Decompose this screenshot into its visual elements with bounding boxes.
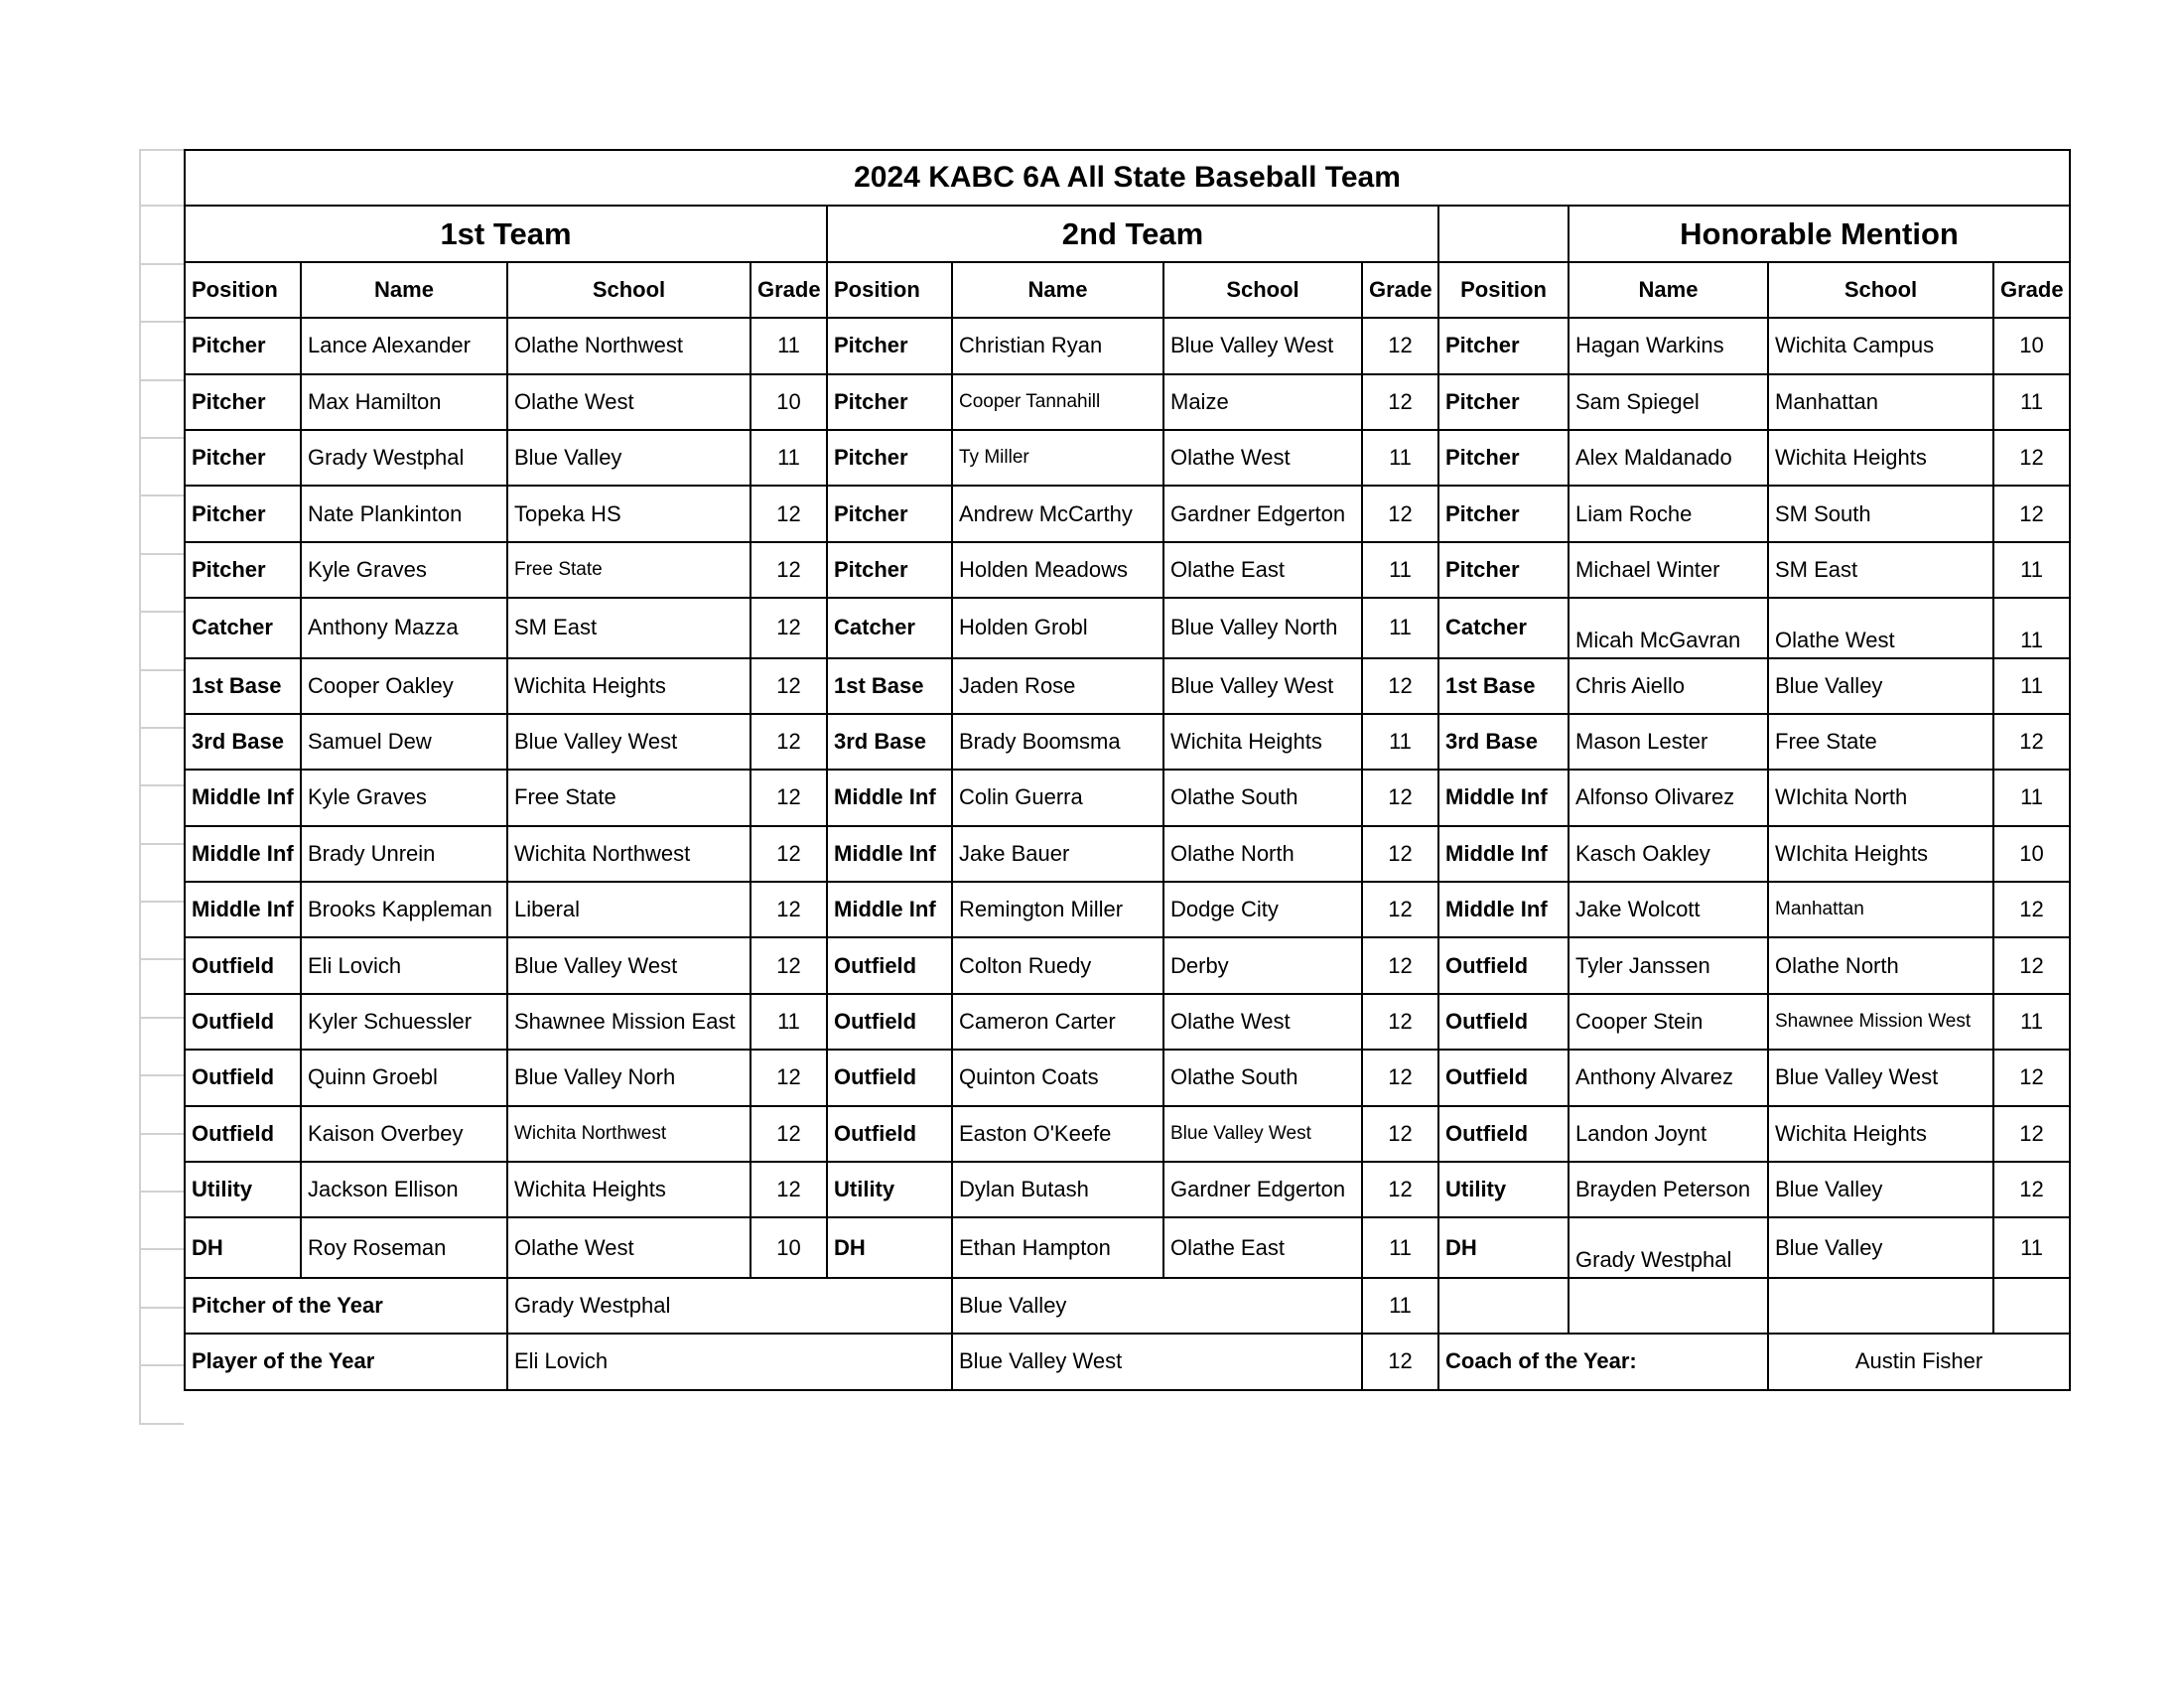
grade-cell: 12 [1362, 1162, 1438, 1217]
name-cell: Cooper Stein [1569, 994, 1768, 1050]
table-row [185, 598, 2070, 657]
table-row [185, 882, 2070, 937]
grade-cell: 12 [1993, 486, 2070, 541]
grade-cell: 10 [751, 374, 827, 430]
column-header: Name [301, 262, 507, 318]
name-cell: Christian Ryan [952, 318, 1163, 373]
column-header: School [1768, 262, 1993, 318]
school-cell: Wichita Northwest [507, 826, 751, 882]
grade-cell: 12 [751, 658, 827, 714]
name-cell: Holden Grobl [952, 598, 1163, 657]
school-cell: Liberal [507, 882, 751, 937]
grade-cell: 12 [751, 486, 827, 541]
position-cell: Outfield [827, 937, 952, 993]
grade-cell: 12 [751, 542, 827, 598]
name-cell: Kaison Overbey [301, 1106, 507, 1162]
position-cell: Pitcher [1438, 374, 1569, 430]
table-row [185, 658, 2070, 714]
row-number-cell [139, 1019, 184, 1076]
name-cell: Brady Unrein [301, 826, 507, 882]
position-cell: Pitcher [1438, 430, 1569, 486]
grade-cell: 11 [1993, 994, 2070, 1050]
row-number-cell [139, 729, 184, 786]
position-cell: DH [827, 1217, 952, 1277]
coach-name: Austin Fisher [1768, 1334, 2070, 1389]
name-cell: Ty Miller [952, 430, 1163, 486]
name-cell: Ethan Hampton [952, 1217, 1163, 1277]
position-cell: Pitcher [827, 486, 952, 541]
school-cell: Olathe West [1768, 598, 1993, 657]
grade-cell: 11 [1362, 430, 1438, 486]
grade-cell: 12 [1362, 658, 1438, 714]
school-cell: Olathe West [507, 1217, 751, 1277]
row-number-cell [139, 323, 184, 380]
school-cell: Blue Valley West [1768, 1050, 1993, 1105]
grade-cell: 12 [1993, 1050, 2070, 1105]
table-row [185, 994, 2070, 1050]
school-cell: Topeka HS [507, 486, 751, 541]
name-cell: Michael Winter [1569, 542, 1768, 598]
school-cell: Gardner Edgerton [1163, 486, 1362, 541]
row-number-cell [139, 496, 184, 554]
grade-cell: 10 [1993, 826, 2070, 882]
column-header: Grade [1993, 262, 2070, 318]
school-cell: SM East [1768, 542, 1993, 598]
grade-cell: 12 [1993, 937, 2070, 993]
grade-cell: 12 [1993, 714, 2070, 770]
team-1st: 1st Team [185, 206, 827, 261]
award-school: Blue Valley West [952, 1334, 1362, 1389]
position-cell: Pitcher [1438, 542, 1569, 598]
row-number-cell [139, 1309, 184, 1366]
name-cell: Hagan Warkins [1569, 318, 1768, 373]
table-title: 2024 KABC 6A All State Baseball Team [185, 150, 2070, 206]
grade-cell: 12 [1993, 1106, 2070, 1162]
grade-cell: 12 [1993, 882, 2070, 937]
position-cell: Utility [827, 1162, 952, 1217]
name-cell: Liam Roche [1569, 486, 1768, 541]
row-number-cell [139, 265, 184, 323]
name-cell: Kyler Schuessler [301, 994, 507, 1050]
grade-cell: 12 [1993, 430, 2070, 486]
award-grade: 12 [1362, 1334, 1438, 1389]
award-name: Eli Lovich [507, 1334, 952, 1389]
position-cell: 3rd Base [827, 714, 952, 770]
table-row [185, 374, 2070, 430]
school-cell: Blue Valley [1768, 1217, 1993, 1277]
position-cell: Pitcher [827, 374, 952, 430]
grade-cell: 12 [751, 770, 827, 825]
position-cell: Pitcher [185, 542, 301, 598]
row-number-cell [139, 1135, 184, 1193]
school-cell: Blue Valley West [1163, 1106, 1362, 1162]
row-number-cell [139, 1193, 184, 1250]
school-cell: Blue Valley West [507, 714, 751, 770]
school-cell: Olathe South [1163, 1050, 1362, 1105]
name-cell: Tyler Janssen [1569, 937, 1768, 993]
name-cell: Grady Westphal [301, 430, 507, 486]
name-cell: Holden Meadows [952, 542, 1163, 598]
grade-cell: 11 [1993, 1217, 2070, 1277]
school-cell: Gardner Edgerton [1163, 1162, 1362, 1217]
position-cell: Pitcher [185, 430, 301, 486]
column-header: Position [1438, 262, 1569, 318]
row-number-cell [139, 555, 184, 613]
name-cell: Nate Plankinton [301, 486, 507, 541]
table-row [185, 486, 2070, 541]
award-school: Blue Valley [952, 1278, 1362, 1334]
table-row [185, 318, 2070, 373]
school-cell: Free State [507, 542, 751, 598]
row-number-cell [139, 671, 184, 729]
grade-cell: 12 [1362, 1050, 1438, 1105]
table-row [185, 1217, 2070, 1277]
grade-cell: 12 [751, 1162, 827, 1217]
position-cell: Middle Inf [827, 826, 952, 882]
row-number-cell [139, 381, 184, 439]
team-blank [1438, 206, 1569, 261]
grade-cell: 11 [1993, 658, 2070, 714]
school-cell: Olathe East [1163, 1217, 1362, 1277]
position-cell: Pitcher [827, 430, 952, 486]
name-cell: Easton O'Keefe [952, 1106, 1163, 1162]
position-cell: Middle Inf [1438, 826, 1569, 882]
position-cell: 1st Base [1438, 658, 1569, 714]
grade-cell: 12 [751, 882, 827, 937]
school-cell: Blue Valley North [1163, 598, 1362, 657]
grade-cell: 12 [1362, 374, 1438, 430]
all-state-table [184, 149, 2071, 1391]
grade-cell: 12 [1362, 486, 1438, 541]
grade-cell: 11 [1993, 598, 2070, 657]
row-number-cell [139, 149, 184, 207]
school-cell: Olathe South [1163, 770, 1362, 825]
grade-cell: 12 [1362, 318, 1438, 373]
table-row [185, 1162, 2070, 1217]
position-cell: Middle Inf [827, 882, 952, 937]
name-cell: Sam Spiegel [1569, 374, 1768, 430]
school-cell: Derby [1163, 937, 1362, 993]
grade-cell: 12 [1362, 937, 1438, 993]
table-row [185, 937, 2070, 993]
position-cell: Middle Inf [1438, 882, 1569, 937]
grade-cell: 10 [1993, 318, 2070, 373]
position-cell: Outfield [1438, 1050, 1569, 1105]
position-cell: Outfield [1438, 937, 1569, 993]
column-header: Name [1569, 262, 1768, 318]
table-row [185, 826, 2070, 882]
grade-cell: 11 [1362, 542, 1438, 598]
name-cell: Kyle Graves [301, 542, 507, 598]
name-cell: Dylan Butash [952, 1162, 1163, 1217]
name-cell: Remington Miller [952, 882, 1163, 937]
position-cell: Outfield [185, 994, 301, 1050]
name-cell: Micah McGavran [1569, 598, 1768, 657]
empty-cell [1993, 1278, 2070, 1334]
coach-label: Coach of the Year: [1438, 1334, 1768, 1389]
row-number-cell [139, 613, 184, 670]
position-cell: Pitcher [827, 542, 952, 598]
school-cell: Manhattan [1768, 882, 1993, 937]
row-number-cell [139, 1366, 184, 1424]
empty-cell [1438, 1278, 1569, 1334]
position-cell: Pitcher [1438, 318, 1569, 373]
position-cell: Catcher [1438, 598, 1569, 657]
school-cell: Olathe North [1163, 826, 1362, 882]
column-header: Position [185, 262, 301, 318]
school-cell: Blue Valley Norh [507, 1050, 751, 1105]
position-cell: Middle Inf [1438, 770, 1569, 825]
school-cell: Blue Valley [1768, 1162, 1993, 1217]
position-cell: Middle Inf [827, 770, 952, 825]
grade-cell: 12 [751, 598, 827, 657]
row-number-cell [139, 1076, 184, 1134]
name-cell: Max Hamilton [301, 374, 507, 430]
grade-cell: 12 [1362, 826, 1438, 882]
row-number-cell [139, 439, 184, 496]
school-cell: Blue Valley [1768, 658, 1993, 714]
school-cell: Shawnee Mission West [1768, 994, 1993, 1050]
name-cell: Brady Boomsma [952, 714, 1163, 770]
school-cell: Olathe North [1768, 937, 1993, 993]
position-cell: Middle Inf [185, 826, 301, 882]
table-row [185, 714, 2070, 770]
school-cell: Shawnee Mission East [507, 994, 751, 1050]
column-header: Grade [751, 262, 827, 318]
column-header: Position [827, 262, 952, 318]
position-cell: Pitcher [827, 318, 952, 373]
school-cell: Olathe West [507, 374, 751, 430]
position-cell: DH [1438, 1217, 1569, 1277]
position-cell: Catcher [827, 598, 952, 657]
school-cell: Wichita Heights [507, 658, 751, 714]
row-number-cell [139, 207, 184, 264]
award-label: Pitcher of the Year [185, 1278, 507, 1334]
school-cell: Olathe West [1163, 994, 1362, 1050]
school-cell: Maize [1163, 374, 1362, 430]
name-cell: Kyle Graves [301, 770, 507, 825]
school-cell: Dodge City [1163, 882, 1362, 937]
grade-cell: 11 [1362, 598, 1438, 657]
pitcher-of-year-row [185, 1278, 2070, 1334]
row-number-cell [139, 786, 184, 844]
name-cell: Cooper Oakley [301, 658, 507, 714]
name-cell: Jake Bauer [952, 826, 1163, 882]
position-cell: Outfield [185, 1050, 301, 1105]
name-cell: Anthony Mazza [301, 598, 507, 657]
grade-cell: 12 [1362, 994, 1438, 1050]
team-honorable: Honorable Mention [1569, 206, 2070, 261]
team-2nd: 2nd Team [827, 206, 1438, 261]
empty-cell [1569, 1278, 1768, 1334]
grade-cell: 12 [1993, 1162, 2070, 1217]
name-cell: Alex Maldanado [1569, 430, 1768, 486]
grade-cell: 12 [751, 937, 827, 993]
name-cell: Chris Aiello [1569, 658, 1768, 714]
position-cell: Pitcher [185, 374, 301, 430]
position-cell: Outfield [185, 937, 301, 993]
name-cell: Jake Wolcott [1569, 882, 1768, 937]
name-cell: Anthony Alvarez [1569, 1050, 1768, 1105]
position-cell: DH [185, 1217, 301, 1277]
grade-cell: 12 [1362, 1106, 1438, 1162]
grade-cell: 11 [1362, 714, 1438, 770]
name-cell: Quinn Groebl [301, 1050, 507, 1105]
table-row [185, 542, 2070, 598]
table-row [185, 1106, 2070, 1162]
grade-cell: 11 [1993, 770, 2070, 825]
school-cell: Free State [1768, 714, 1993, 770]
school-cell: Blue Valley West [1163, 318, 1362, 373]
name-cell: Colton Ruedy [952, 937, 1163, 993]
school-cell: SM East [507, 598, 751, 657]
position-cell: Pitcher [185, 318, 301, 373]
column-header: Grade [1362, 262, 1438, 318]
school-cell: Wichita Heights [507, 1162, 751, 1217]
name-cell: Alfonso Olivarez [1569, 770, 1768, 825]
row-number-cell [139, 1250, 184, 1308]
name-cell: Colin Guerra [952, 770, 1163, 825]
name-cell: Mason Lester [1569, 714, 1768, 770]
grade-cell: 11 [751, 994, 827, 1050]
grade-cell: 11 [751, 430, 827, 486]
column-header: Name [952, 262, 1163, 318]
row-number-cell [139, 960, 184, 1018]
grade-cell: 12 [751, 714, 827, 770]
position-cell: Outfield [827, 994, 952, 1050]
school-cell: Wichita Northwest [507, 1106, 751, 1162]
grade-cell: 11 [1993, 374, 2070, 430]
position-cell: Outfield [1438, 994, 1569, 1050]
name-cell: Jackson Ellison [301, 1162, 507, 1217]
grade-cell: 12 [751, 826, 827, 882]
name-cell: Andrew McCarthy [952, 486, 1163, 541]
name-cell: Lance Alexander [301, 318, 507, 373]
table-row [185, 430, 2070, 486]
school-cell: Wichita Heights [1768, 430, 1993, 486]
position-cell: Middle Inf [185, 770, 301, 825]
row-number-cell [139, 845, 184, 903]
school-cell: Blue Valley West [507, 937, 751, 993]
team-row [185, 206, 2070, 261]
name-cell: Kasch Oakley [1569, 826, 1768, 882]
grade-cell: 11 [1362, 1217, 1438, 1277]
title-row [185, 150, 2070, 206]
award-name: Grady Westphal [507, 1278, 952, 1334]
school-cell: Manhattan [1768, 374, 1993, 430]
grade-cell: 12 [1362, 770, 1438, 825]
name-cell: Jaden Rose [952, 658, 1163, 714]
table-row [185, 1050, 2070, 1105]
position-cell: Utility [1438, 1162, 1569, 1217]
school-cell: Wichita Heights [1163, 714, 1362, 770]
position-cell: 1st Base [827, 658, 952, 714]
name-cell: Cooper Tannahill [952, 374, 1163, 430]
name-cell: Roy Roseman [301, 1217, 507, 1277]
name-cell: Cameron Carter [952, 994, 1163, 1050]
table-row [185, 770, 2070, 825]
school-cell: Blue Valley West [1163, 658, 1362, 714]
column-header: School [1163, 262, 1362, 318]
position-cell: Pitcher [1438, 486, 1569, 541]
grade-cell: 12 [751, 1106, 827, 1162]
position-cell: 1st Base [185, 658, 301, 714]
grade-cell: 11 [1993, 542, 2070, 598]
position-cell: 3rd Base [1438, 714, 1569, 770]
school-cell: Wichita Campus [1768, 318, 1993, 373]
column-header: School [507, 262, 751, 318]
school-cell: Olathe East [1163, 542, 1362, 598]
position-cell: Outfield [827, 1106, 952, 1162]
school-cell: Blue Valley [507, 430, 751, 486]
grade-cell: 10 [751, 1217, 827, 1277]
award-label: Player of the Year [185, 1334, 507, 1389]
name-cell: Brooks Kappleman [301, 882, 507, 937]
position-cell: Middle Inf [185, 882, 301, 937]
row-number-cell [139, 903, 184, 960]
name-cell: Eli Lovich [301, 937, 507, 993]
position-cell: 3rd Base [185, 714, 301, 770]
grade-cell: 11 [751, 318, 827, 373]
name-cell: Landon Joynt [1569, 1106, 1768, 1162]
name-cell: Brayden Peterson [1569, 1162, 1768, 1217]
player-of-year-row [185, 1334, 2070, 1389]
grade-cell: 12 [1362, 882, 1438, 937]
name-cell: Samuel Dew [301, 714, 507, 770]
position-cell: Utility [185, 1162, 301, 1217]
empty-cell [1768, 1278, 1993, 1334]
award-grade: 11 [1362, 1278, 1438, 1334]
name-cell: Grady Westphal [1569, 1217, 1768, 1277]
grade-cell: 12 [751, 1050, 827, 1105]
school-cell: Olathe West [1163, 430, 1362, 486]
school-cell: Olathe Northwest [507, 318, 751, 373]
school-cell: Free State [507, 770, 751, 825]
position-cell: Pitcher [185, 486, 301, 541]
name-cell: Quinton Coats [952, 1050, 1163, 1105]
school-cell: WIchita North [1768, 770, 1993, 825]
school-cell: Wichita Heights [1768, 1106, 1993, 1162]
header-row [185, 262, 2070, 318]
position-cell: Outfield [185, 1106, 301, 1162]
school-cell: WIchita Heights [1768, 826, 1993, 882]
position-cell: Catcher [185, 598, 301, 657]
position-cell: Outfield [1438, 1106, 1569, 1162]
row-gutter [139, 149, 184, 1425]
position-cell: Outfield [827, 1050, 952, 1105]
school-cell: SM South [1768, 486, 1993, 541]
